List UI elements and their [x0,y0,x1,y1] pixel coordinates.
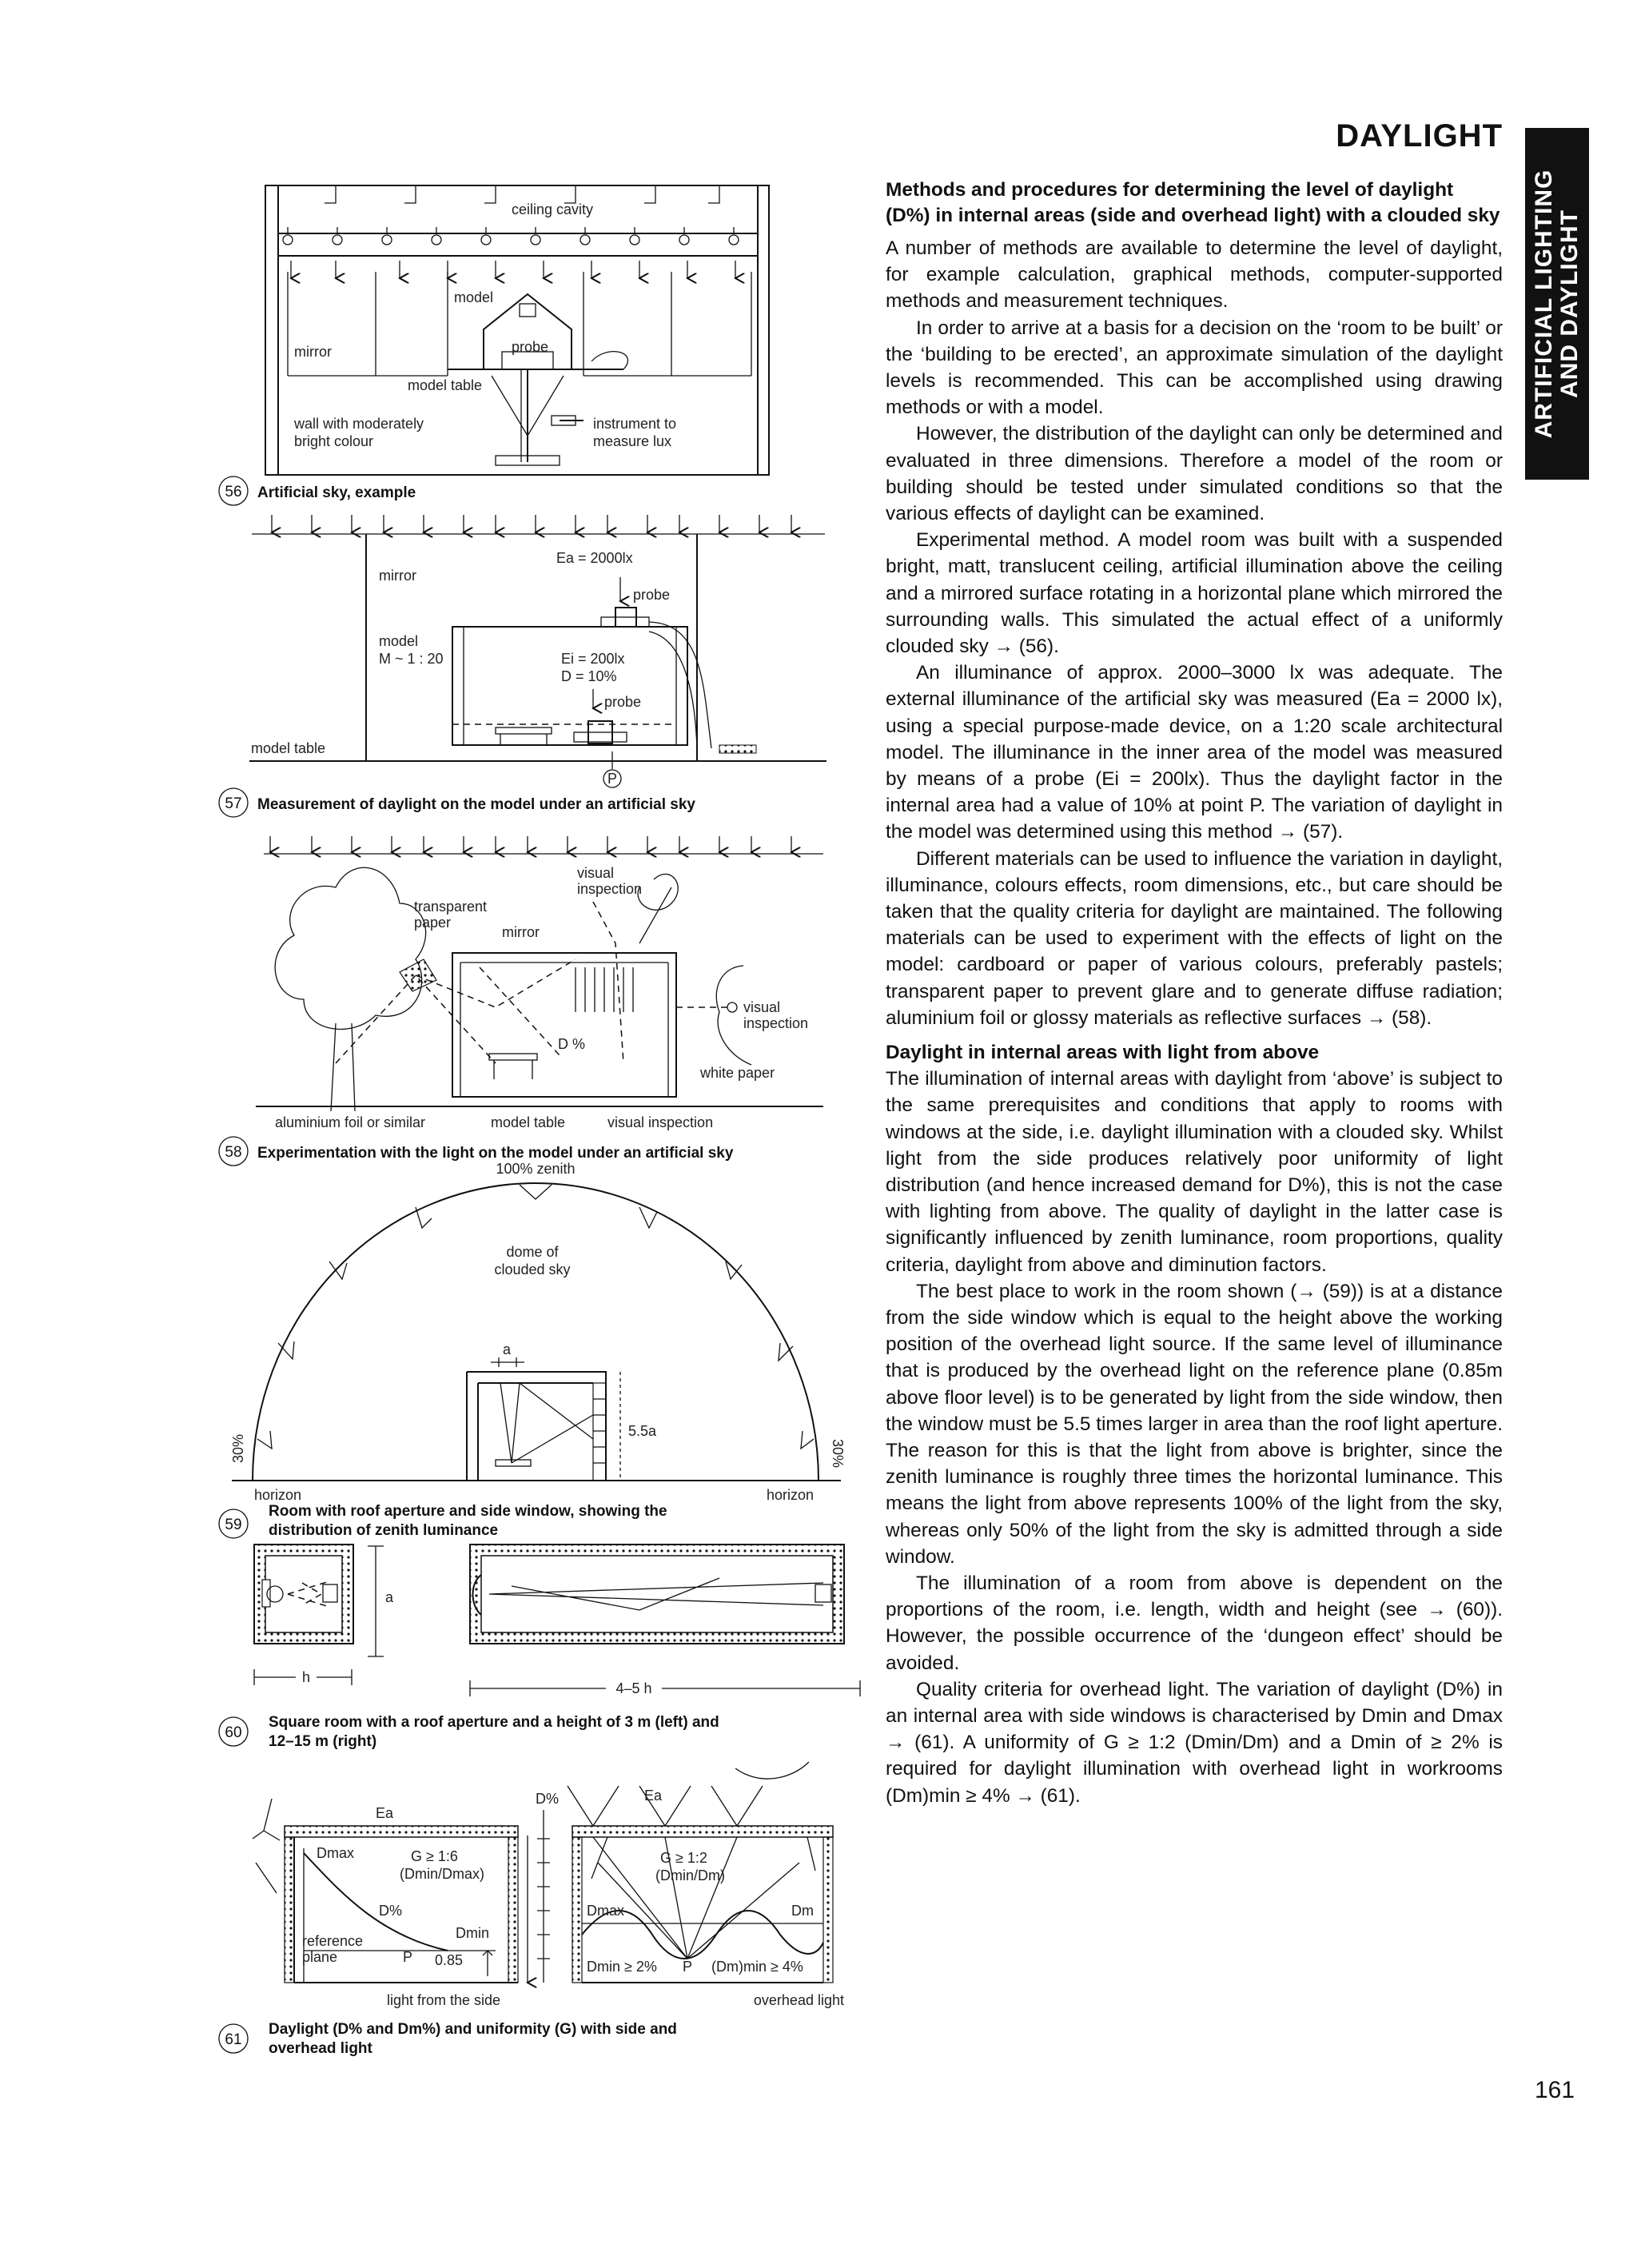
figure-59 [219,1161,846,1539]
fig61-label-reference-2: plane [302,1949,338,1965]
figure-60 [219,1545,860,1750]
fig61-label-dmax-right: Dmax [587,1903,625,1919]
fig56-label-table: model table [408,377,483,393]
fig56-label-instrument-2: measure lux [593,433,672,449]
fig57-label-probe-bottom: probe [604,694,642,710]
fig58-label-visual-top-1: visual [577,865,615,881]
fig61-label-ratio-right: (Dmin/Dm) [655,1867,725,1883]
fig61-label-dpct-axis: D% [536,1791,560,1807]
paragraph: A number of methods are available to determine the level of daylight, for example calculation, graphical methods, computer-supported methods and measurement techniques. [886,237,1503,313]
fig57-label-point: P [607,771,618,787]
fig59-label-horizon-left: horizon [254,1487,302,1503]
fig58-tree [275,867,425,1029]
paragraph: An illuminance of approx. 2000–3000 lx was adequate. The external illuminance of the artificial sky was measured (Ea = 2000 lx), using a special purpose-made device, on a 1:20 scale architectural model. The illuminance in the inner area of the model was measured by means of a probe (Ei = 200lx). Thus the daylight factor in the internal area had a value of 10% at point P. The variation of daylight in the model was determined using this method → (57). [886,662,1503,843]
fig61-label-ratio-left: (Dmin/Dmax) [400,1866,484,1882]
fig56-label-probe: probe [512,339,549,355]
fig57-label-probe-top: probe [633,587,671,603]
fig60-number: 60 [225,1724,242,1741]
fig59-luminance-ticks [257,1185,814,1449]
fig56-number: 56 [225,484,242,500]
fig59-label-zenith: 100% zenith [496,1161,576,1177]
lamp-row [283,227,739,245]
fig57-label-model: model [379,633,419,649]
fig60-label-h: h [301,1669,311,1685]
fig56-model-house [484,294,572,369]
fig61-label-dm: Dm [791,1903,814,1919]
fig56-caption: Artificial sky, example [257,484,416,501]
fig61-label-p-left: P [403,1949,413,1965]
fig58-label-dpct: D % [558,1036,586,1052]
fig58-number: 58 [225,1144,242,1161]
fig57-label-ei: Ei = 200lx [561,651,625,667]
fig59-dome [253,1183,818,1481]
fig61-label-g16: G ≥ 1:6 [411,1848,458,1864]
figure-57 [219,515,826,817]
fig61-label-dmax-left: Dmax [317,1845,355,1861]
fig61-caption-line-1: Daylight (D% and Dm%) and uniformity (G) with side and [269,2021,677,2038]
fig60-square-room [254,1545,353,1644]
fig61-label-p-right: P [683,1959,693,1975]
fig58-label-visual-top-2: inspection [577,881,643,897]
paragraph: In order to arrive at a basis for a decision on the ‘room to be built’ or the ‘building to be erected’, an approximate simulation of the daylight levels is recommended. This can be accomplished using drawing methods or with a model. [886,317,1503,419]
fig56-light-arrows [291,261,735,278]
paragraph: However, the distribution of the daylight can only be determined and evaluated in three dimensions. Therefore a model of the room or building should be tested under simulated conditions so that the various effects of daylight can be examined. [886,423,1503,525]
fig61-label-dmin-right: Dmin ≥ 2% [587,1959,657,1975]
fig58-label-visual-bottom: visual inspection [607,1114,714,1130]
fig58-label-white-paper: white paper [700,1065,775,1081]
fig61-caption-line-2: overhead light [269,2040,372,2057]
fig59-label-dome-2: clouded sky [494,1262,571,1277]
paragraph: The illumination of internal areas with daylight from ‘above’ is subject to the same prerequisites and conditions that apply to rooms with windows at the side, i.e. daylight illumination with a clouded sky. Whilst light from the side produces relatively poor uniformity of light distribution (and hence increased demand for D%), this is not the case with lighting from above. The quality of daylight in the latter case is significantly influenced by zenith luminance, room proportions, quality criteria, daylight from above and diminution factors. [886,1068,1503,1276]
fig59-room [467,1372,606,1481]
fig61-label-dm-min: (Dm)min ≥ 4% [711,1959,803,1975]
fig60-caption-line-1: Square room with a roof aperture and a height of 3 m (left) and [269,1714,719,1731]
fig58-label-paper-1: transparent [414,899,488,915]
fig60-label-span: 4–5 h [615,1680,652,1696]
fig57-label-table: model table [251,740,326,756]
fig61-label-side-light: light from the side [387,1992,501,2008]
page-number: 161 [1535,2077,1575,2103]
fig56-label-wall-2: bright colour [294,433,374,449]
fig61-number: 61 [225,2031,242,2048]
fig58-label-visual-right-1: visual [743,999,781,1015]
fig58-label-foil: aluminium foil or similar [275,1114,426,1130]
fig61-label-dpct-left: D% [379,1903,403,1919]
fig57-number: 57 [225,795,242,812]
fig61-label-ea-left: Ea [376,1805,394,1821]
section-tab-line-2: AND DAYLIGHT [1556,209,1583,398]
fig60-caption-line-2: 12–15 m (right) [269,1733,377,1750]
fig58-caption: Experimentation with the light on the model under an artificial sky [257,1145,734,1162]
figure-56 [219,185,769,505]
paragraph: Experimental method. A model room was built with a suspended bright, matt, translucent ceiling, artificial illumination above the ceiling and a mirrored surface rotating in a horizontal plane which mirrored the surrounding walls. This simulated the actual effect of a uniformly clouded sky → (56). [886,529,1503,658]
fig58-label-mirror: mirror [502,924,540,940]
fig57-label-scale: M ~ 1 : 20 [379,651,444,667]
fig56-label-ceiling: ceiling cavity [512,201,594,217]
fig56-label-model: model [454,289,494,305]
paragraph: The best place to work in the room shown (→ (59)) is at a distance from the side window which is equal to the height above the working position of the overhead light source. If the same level of illuminance that is produced by the overhead light on the reference plane (0.85m above floor level) is to be generated by light from the side window, then the window must be 5.5 times larger in area than the roof light aperture. The reason for this is that the light from above is brighter, since the zenith luminance is roughly three times the horizontal luminance. This means the light from above represents 100% of the light from the sky, whereas only 50% of the light from the sky is admitted through a side window. [886,1280,1503,1568]
fig58-label-table: model table [491,1114,566,1130]
fig61-label-overhead: overhead light [753,1992,844,2008]
fig57-caption: Measurement of daylight on the model under an artificial sky [257,796,695,813]
fig59-caption-line-1: Room with roof aperture and side window, showing the [269,1503,667,1520]
fig61-label-ea-right: Ea [644,1788,663,1804]
fig61-label-0-85: 0.85 [435,1952,464,1968]
fig57-label-d: D = 10% [561,668,617,684]
fig57-label-mirror: mirror [379,568,416,584]
fig59-label-5-5a: 5.5a [628,1423,657,1439]
section-tab-line-1: ARTIFICIAL LIGHTING [1531,169,1557,439]
paragraph: The illumination of a room from above is dependent on the proportions of the room, i.e. length, width and height (see → (60)). However, the possible occurrence of the ‘dungeon effect’ should be avoided. [886,1572,1503,1674]
fig59-label-right-30: 30% [830,1439,846,1469]
fig56-label-mirror: mirror [294,344,332,360]
fig60-label-a: a [385,1589,394,1605]
fig56-label-instrument-1: instrument to [593,416,677,432]
fig59-label-horizon-right: horizon [766,1487,814,1503]
fig59-label-dome-1: dome of [506,1244,559,1260]
fig56-label-wall-1: wall with moderately [294,416,424,432]
paragraph: Quality criteria for overhead light. The variation of daylight (D%) in an internal area with side windows is characterised by Dmin and Dmax → (61). A uniformity of G ≥ 1:2 (Dmin/Dm) and a Dmin of ≥ 2% is required for daylight illumination with overhead light in workrooms (Dm)min ≥ 4% → (61). [886,1678,1503,1807]
fig59-label-a: a [502,1341,512,1357]
figure-61 [219,1762,844,2057]
fig56-mirror-panels [288,272,751,376]
fig57-light-arrows [272,515,791,532]
fig59-caption-line-2: distribution of zenith luminance [269,1522,499,1539]
figure-58 [219,836,823,1166]
fig58-label-paper-2: paper [414,915,452,931]
fig59-number: 59 [225,1517,242,1533]
fig61-label-dmin-left: Dmin [456,1925,490,1941]
page-title: DAYLIGHT [1336,118,1503,153]
subsection-heading: Daylight in internal areas with light from above [886,1042,1320,1064]
fig61-side-light-diagram [253,1799,528,1983]
paragraph: Different materials can be used to influence the variation in daylight, illuminance, colours effects, room dimensions, etc., but care should be taken that the quality criteria for daylight are maintained. The following materials can be used to experiment with the effects of light on the model: cardboard or paper of various colours, preferably pastels; transparent paper to prevent glare and to generate diffuse radiation; aluminium foil or glossy materials as reflective surfaces → (58). [886,847,1503,1029]
fig58-light-arrows [270,836,791,852]
fig59-label-left-30: 30% [230,1433,246,1463]
fig61-label-reference-1: reference [302,1933,364,1949]
section-heading: Methods and procedures for determining the level of daylight (D%) in internal areas (side and overhead light) with a clouded sky [886,179,1500,226]
fig57-label-ea: Ea = 2000lx [556,550,633,566]
fig58-label-visual-right-2: inspection [743,1015,809,1031]
fig61-label-g12: G ≥ 1:2 [660,1850,707,1866]
fig60-tall-room [470,1545,844,1644]
